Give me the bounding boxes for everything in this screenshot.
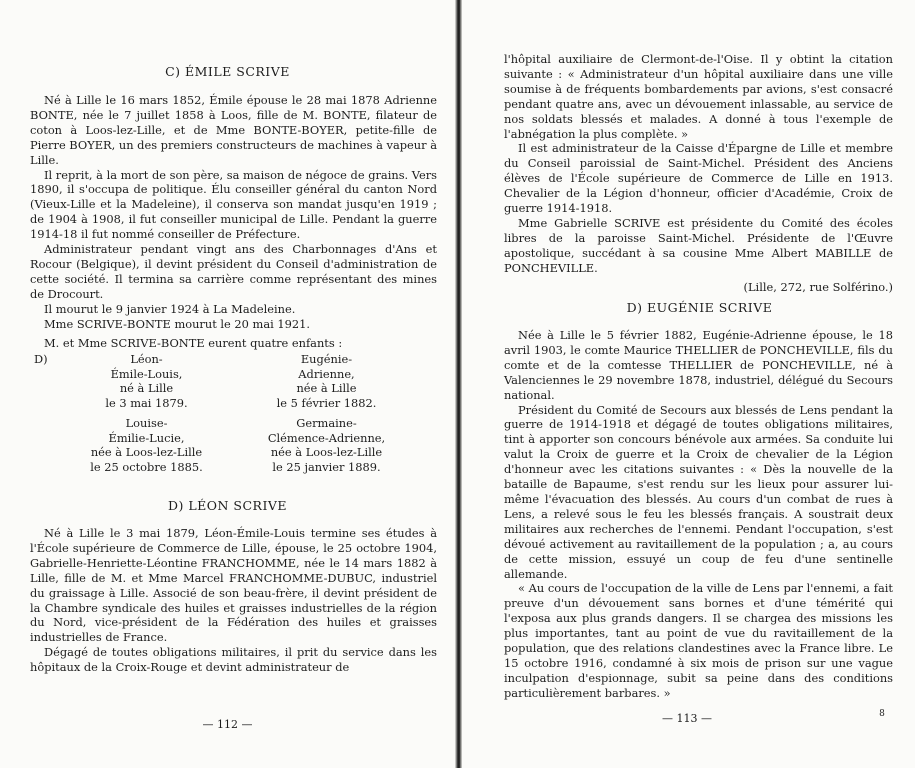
child-name: Émile-Louis, xyxy=(110,366,183,381)
child-birthdate: le 5 février 1882. xyxy=(276,395,377,410)
child-birthdate: le 25 janvier 1889. xyxy=(272,459,381,474)
children-label: D) xyxy=(34,352,48,366)
paragraph: Mme SCRIVE-BONTE mourut le 20 mai 1921. xyxy=(44,316,311,331)
paragraph: Président du Comité de Secours aux blessés de Lens pendant la guerre de 1914-1918 et dégagé de toutes obligations militaires, tint à apporter son concours bénévole aux armées. Sa conduite lui valut la Croix de guerre et la Croix de chevalier de la Légion d'honneur avec les citations suivantes : « Dès la nouvelle de la bataille de Bapaume, s'est rendu sur les lieux pour assurer lui-même l'évacuation des blessés. Au cours d'un combat de rues à Lens, a relevé sous le feu les blessés français. A soustrait deux militaires aux recherches de l'ennemi. Pendant l'occupation, s'est dévoué activement au ravitaillement de la population ; a, au cours de cette mission, essuyé un coup de feu d'une sentinelle allemande. xyxy=(504,402,893,581)
section-heading-eugenie: D) EUGÉNIE SCRIVE xyxy=(626,300,773,315)
paragraph: Il est administrateur de la Caisse d'Épargne de Lille et membre du Conseil paroissial de Saint-Michel. Président des Anciens élèves de l'École supérieure de Commerce de Lille en 1913. Chevalier de la Légion d'honneur, officier d'Académie, Croix de guerre 1914-1918. xyxy=(504,141,893,216)
page-number-left: — 112 — xyxy=(202,718,253,731)
leon-text xyxy=(30,526,437,675)
child-entry xyxy=(79,352,214,410)
child-birthplace: né à Lille xyxy=(119,381,174,396)
paragraph: Administrateur pendant vingt ans des Charbonnages d'Ans et Rocour (Belgique), il devint président du Conseil d'administration de cette société. Il termina sa carrière comme représentant des mines de Drocourt. xyxy=(30,242,437,301)
child-name: Germaine- xyxy=(296,416,357,430)
child-name: Léon- xyxy=(130,352,163,366)
right-page xyxy=(462,0,915,768)
paragraph: « Au cours de l'occupation de la ville de Lens par l'ennemi, a fait preuve d'un dévouement sans bornes et d'une témérité qui l'exposa aux plus grands dangers. Il se chargea des missions les plus importantes, tant au point de vue du ravitaillement de la population, que des relations clandestines avec la France libre. Le 15 octobre 1916, condamné à six mois de prison sur une vague inculpation d'espionnage, subit sa peine dans des conditions particulièrement barbares. » xyxy=(504,581,893,700)
emile-text xyxy=(30,93,437,350)
child-entry xyxy=(259,352,394,410)
paragraph: Il mourut le 9 janvier 1924 à La Madeleine. xyxy=(44,301,296,316)
child-name: Adrienne, xyxy=(298,366,355,381)
child-birthplace: née à Lille xyxy=(296,381,357,396)
paragraph: Né à Lille le 3 mai 1879, Léon-Émile-Louis termine ses études à l'École supérieure de Commerce de Lille, épouse, le 25 octobre 1904, Gabrielle-Henriette-Léontine FRANCHOMME, née le 14 mars 1882 à Lille, fille de M. et Mme Marcel FRANCHOMME-DUBUC, industriel du graissage à Lille. Associé de son beau-frère, il devint président de la Chambre syndicale des huiles et graisses industrielles de la région du Nord, vice-président de la Fédération des huiles et graisses industrielles de France. xyxy=(30,526,437,645)
child-birthdate: le 3 mai 1879. xyxy=(105,395,188,410)
child-entry xyxy=(259,416,394,474)
address: (Lille, 272, rue Solférino.) xyxy=(743,279,893,294)
child-name: Clémence-Adrienne, xyxy=(267,430,386,445)
leon-continued-text xyxy=(504,52,893,295)
paragraph: Mme Gabrielle SCRIVE est présidente du Comité des écoles libres de la paroisse Saint-Michel. Présidente de l'Œuvre apostolique, succédant à sa cousine Mme Albert MABILLE de PONCHEVILLE. xyxy=(504,215,893,275)
child-name: Eugénie- xyxy=(300,352,353,366)
children-list xyxy=(34,352,434,472)
section-heading-leon: D) LÉON SCRIVE xyxy=(167,498,288,513)
child-birthdate: le 25 octobre 1885. xyxy=(90,459,203,474)
child-birthplace: née à Loos-lez-Lille xyxy=(90,445,203,460)
book-gutter xyxy=(455,0,462,768)
paragraph: Née à Lille le 5 février 1882, Eugénie-Adrienne épouse, le 18 avril 1903, le comte Maurice THELLIER de PONCHEVILLE, fils du comte et de la comtesse THELLIER de PONCHEVILLE, né à Valenciennes le 29 novembre 1878, industriel, délégué du Secours national. xyxy=(504,328,893,402)
page-number-right: — 113 — xyxy=(662,712,712,725)
eugenie-text xyxy=(504,328,893,701)
paragraph: M. et Mme SCRIVE-BONTE eurent quatre enfants : xyxy=(44,335,343,350)
paragraph: l'hôpital auxiliaire de Clermont-de-l'Oise. Il y obtint la citation suivante : « Administrateur d'un hôpital auxiliaire dans une ville soumise à de fréquents bombardements par avions, s'est consacré pendant quatre ans, avec un dévouement inlassable, au service de nos soldats blessés et malades. A donné à tous l'exemple de l'abnégation la plus complète. » xyxy=(504,52,893,141)
left-page xyxy=(0,0,455,768)
sheet-number: 8 xyxy=(879,709,885,719)
child-name: Louise- xyxy=(125,416,168,430)
child-entry xyxy=(79,416,214,474)
child-name: Émilie-Lucie, xyxy=(108,430,185,445)
paragraph: Né à Lille le 16 mars 1852, Émile épouse le 28 mai 1878 Adrienne BONTE, née le 7 juillet 1858 à Loos, fille de M. BONTE, filateur de coton à Loos-lez-Lille, et de Mme BONTE-BOYER, petite-fille de Pierre BOYER, un des premiers constructeurs de machines à vapeur à Lille. xyxy=(30,93,437,167)
section-heading-emile: C) ÉMILE SCRIVE xyxy=(165,64,290,79)
paragraph: Il reprit, à la mort de son père, sa maison de négoce de grains. Vers 1890, il s'occupa de politique. Élu conseiller général du canton Nord (Vieux-Lille et la Madeleine), il conserva son mandat jusqu'en 1919 ; de 1904 à 1908, il fut conseiller municipal de Lille. Pendant la guerre 1914-18 il fut nommé conseiller de Préfecture. xyxy=(30,167,437,242)
child-birthplace: née à Loos-lez-Lille xyxy=(270,445,383,460)
paragraph: Dégagé de toutes obligations militaires, il prit du service dans les hôpitaux de la Croix-Rouge et devint administrateur de xyxy=(30,645,437,675)
